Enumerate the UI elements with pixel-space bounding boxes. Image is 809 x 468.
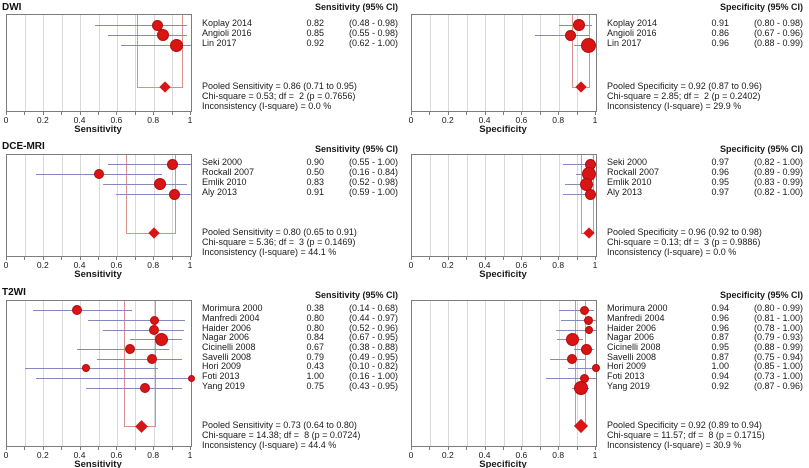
study-marker <box>155 333 168 346</box>
x-axis-label: Sensitivity <box>74 124 122 135</box>
study-label: Savelli 2008 <box>202 352 252 362</box>
study-marker <box>82 364 90 372</box>
study-value: 0.80 <box>306 323 324 333</box>
study-marker <box>147 354 157 364</box>
study-ci-text: (0.43 - 0.95) <box>348 381 398 391</box>
study-ci-text: (0.55 - 0.98) <box>348 28 398 38</box>
gridline <box>522 301 523 446</box>
study-label: Emlik 2010 <box>607 177 652 187</box>
study-label: Koplay 2014 <box>202 18 253 28</box>
study-ci-text: (0.75 - 0.94) <box>753 352 803 362</box>
study-value: 0.86 <box>711 28 729 38</box>
x-axis-tick <box>577 447 578 450</box>
x-tick-label: 0.6 <box>110 450 123 460</box>
study-value-row <box>276 313 398 323</box>
study-ci-text: (0.73 - 1.00) <box>753 371 803 381</box>
study-value: 0.67 <box>306 342 324 352</box>
study-value-row <box>276 361 398 371</box>
study-value: 0.94 <box>711 303 729 313</box>
study-label: Lin 2017 <box>607 38 642 48</box>
x-tick-label: 0.4 <box>73 450 86 460</box>
study-ci-text: (0.14 - 0.68) <box>348 303 398 313</box>
study-ci-line <box>36 378 191 379</box>
study-ci-text: (0.52 - 0.96) <box>348 323 398 333</box>
column-header: Specificity (95% CI) <box>719 144 803 154</box>
study-label: Yang 2019 <box>202 381 245 391</box>
study-marker <box>150 316 159 325</box>
forest-panel-t2wi-sensitivity <box>0 0 404 468</box>
x-tick-label: 1 <box>187 450 193 460</box>
x-tick-label: 0.8 <box>147 260 160 270</box>
forest-panel-t2wi-specificity <box>405 0 809 468</box>
study-marker <box>566 333 579 346</box>
study-ci-text: (0.80 - 0.98) <box>753 18 803 28</box>
group-title-dce-mri: DCE-MRI <box>2 141 45 152</box>
x-tick-label: 0.2 <box>441 115 454 125</box>
x-tick-label: 1 <box>592 115 598 125</box>
study-label: Koplay 2014 <box>607 18 658 28</box>
study-ci-text: (0.49 - 0.95) <box>348 352 398 362</box>
group-title-dwi: DWI <box>2 2 22 13</box>
stats-line-pooled: Pooled Sensitivity = 0.86 (0.71 to 0.95) <box>202 81 357 91</box>
study-label: Aly 2013 <box>607 187 643 197</box>
x-tick-label: 1 <box>592 450 598 460</box>
study-value: 0.83 <box>306 177 324 187</box>
column-header: Sensitivity (95% CI) <box>314 2 398 12</box>
x-tick-label: 0 <box>408 115 414 125</box>
study-ci-text: (0.81 - 1.00) <box>753 313 803 323</box>
study-label: Manfredi 2004 <box>202 313 260 323</box>
study-value: 0.91 <box>711 18 729 28</box>
study-marker <box>592 364 600 372</box>
study-marker <box>581 344 592 355</box>
gridline <box>485 301 486 446</box>
study-value: 0.96 <box>711 313 729 323</box>
study-ci-text: (0.88 - 0.99) <box>753 38 803 48</box>
study-value: 0.96 <box>711 167 729 177</box>
x-tick-label: 0.6 <box>515 115 528 125</box>
x-tick-label: 1 <box>187 260 193 270</box>
study-value-row <box>276 332 398 342</box>
stats-line-pooled: Pooled Sensitivity = 0.80 (0.65 to 0.91) <box>202 227 357 237</box>
x-tick-label: 0.6 <box>515 260 528 270</box>
study-marker <box>72 305 82 315</box>
study-label: Angioli 2016 <box>202 28 252 38</box>
study-ci-text: (0.62 - 1.00) <box>348 38 398 48</box>
study-value-row <box>276 371 398 381</box>
x-tick-label: 0.6 <box>515 450 528 460</box>
stats-line-chi-square: Chi-square = 0.13; df = 3 (p = 0.9886) <box>607 237 761 247</box>
study-ci-line <box>33 310 132 311</box>
x-tick-label: 0 <box>408 450 414 460</box>
study-value-row <box>681 371 803 381</box>
study-label: Aly 2013 <box>202 187 238 197</box>
plot-box <box>411 300 597 447</box>
study-value-row <box>681 361 803 371</box>
study-label: Foti 2013 <box>607 371 645 381</box>
x-axis-label: Specificity <box>479 124 527 135</box>
stats-line-chi-square: Chi-square = 0.53; df = 2 (p = 0.7656) <box>202 91 356 101</box>
stats-line-pooled: Pooled Specificity = 0.92 (0.89 to 0.94) <box>607 420 762 430</box>
study-value: 0.87 <box>711 332 729 342</box>
gridline <box>25 301 26 446</box>
x-tick-label: 0.6 <box>110 260 123 270</box>
x-tick-label: 0 <box>3 450 9 460</box>
study-label: Rockall 2007 <box>202 167 255 177</box>
study-ci-text: (0.10 - 0.82) <box>348 361 398 371</box>
gridline <box>99 301 100 446</box>
x-tick-label: 0.8 <box>552 450 565 460</box>
study-value: 0.43 <box>306 361 324 371</box>
study-ci-text: (0.67 - 0.96) <box>753 28 803 38</box>
study-value: 1.00 <box>306 371 324 381</box>
study-ci-text: (0.83 - 0.99) <box>753 177 803 187</box>
study-ci-text: (0.67 - 0.95) <box>348 332 398 342</box>
x-tick-label: 0 <box>3 260 9 270</box>
study-value-row <box>681 303 803 313</box>
study-label: Morimura 2000 <box>202 303 263 313</box>
study-ci-text: (0.44 - 0.97) <box>348 313 398 323</box>
study-marker <box>584 316 593 325</box>
study-value: 0.96 <box>711 323 729 333</box>
x-tick-label: 0.6 <box>110 115 123 125</box>
x-tick-label: 0 <box>408 260 414 270</box>
gridline <box>504 301 505 446</box>
study-label: Emlik 2010 <box>202 177 247 187</box>
x-tick-label: 0.4 <box>478 260 491 270</box>
x-axis-tick <box>135 447 136 450</box>
study-value: 0.38 <box>306 303 324 313</box>
study-ci-line <box>97 359 182 360</box>
gridline <box>117 301 118 446</box>
study-ci-text: (0.48 - 0.98) <box>348 18 398 28</box>
study-ci-line <box>77 349 169 350</box>
study-value: 0.87 <box>711 352 729 362</box>
study-value: 0.91 <box>306 187 324 197</box>
study-value-row <box>681 381 803 391</box>
study-ci-text: (0.80 - 0.99) <box>753 303 803 313</box>
x-axis-tick <box>466 447 467 450</box>
study-ci-line <box>86 388 182 389</box>
gridline <box>467 301 468 446</box>
study-ci-text: (0.78 - 1.00) <box>753 323 803 333</box>
x-axis-tick <box>429 447 430 450</box>
column-header: Specificity (95% CI) <box>719 2 803 12</box>
x-tick-label: 0.8 <box>552 260 565 270</box>
stats-line-pooled: Pooled Sensitivity = 0.73 (0.64 to 0.80) <box>202 420 357 430</box>
study-ci-text: (0.55 - 1.00) <box>348 157 398 167</box>
study-label: Nagar 2006 <box>607 332 655 342</box>
study-ci-text: (0.16 - 0.84) <box>348 167 398 177</box>
study-value: 0.84 <box>306 332 324 342</box>
study-label: Haider 2006 <box>202 323 252 333</box>
study-label: Foti 2013 <box>202 371 240 381</box>
x-tick-label: 0.2 <box>36 260 49 270</box>
x-tick-label: 0 <box>3 115 9 125</box>
study-value: 0.92 <box>306 38 324 48</box>
x-tick-label: 0.8 <box>147 115 160 125</box>
study-ci-text: (0.16 - 1.00) <box>348 371 398 381</box>
x-axis-label: Specificity <box>479 269 527 280</box>
stats-line-chi-square: Chi-square = 14.38; df = 8 (p = 0.0724) <box>202 430 361 440</box>
stats-line-pooled: Pooled Specificity = 0.92 (0.87 to 0.96) <box>607 81 762 91</box>
study-value-row <box>681 342 803 352</box>
study-label: Cicinelli 2008 <box>202 342 256 352</box>
study-marker <box>585 326 593 334</box>
study-label: Yang 2019 <box>607 381 650 391</box>
study-value-row <box>276 303 398 313</box>
study-marker <box>140 383 150 393</box>
x-tick-label: 0.8 <box>147 450 160 460</box>
study-marker <box>580 306 589 315</box>
study-value: 0.94 <box>711 371 729 381</box>
x-tick-label: 1 <box>187 115 193 125</box>
x-tick-label: 0.4 <box>73 115 86 125</box>
stats-line-inconsistency: Inconsistency (I-square) = 0.0 % <box>607 247 737 257</box>
x-axis-label: Sensitivity <box>74 459 122 468</box>
x-axis-tick <box>24 447 25 450</box>
stats-line-inconsistency: Inconsistency (I-square) = 44.4 % <box>202 440 337 450</box>
gridline <box>80 301 81 446</box>
x-tick-label: 0.4 <box>478 115 491 125</box>
stats-line-pooled: Pooled Specificity = 0.96 (0.92 to 0.98) <box>607 227 762 237</box>
stats-line-chi-square: Chi-square = 11.57; df = 8 (p = 0.1715) <box>607 430 765 440</box>
gridline <box>559 301 560 446</box>
gridline <box>430 301 431 446</box>
study-ci-text: (0.88 - 0.99) <box>753 342 803 352</box>
study-value-row <box>681 313 803 323</box>
study-value: 0.92 <box>711 381 729 391</box>
study-value-row <box>681 332 803 342</box>
study-value: 0.97 <box>711 187 729 197</box>
x-tick-label: 0.2 <box>36 115 49 125</box>
study-ci-text: (0.85 - 1.00) <box>753 361 803 371</box>
x-axis-tick <box>61 447 62 450</box>
stats-line-inconsistency: Inconsistency (I-square) = 30.9 % <box>607 440 742 450</box>
study-label: Angioli 2016 <box>607 28 657 38</box>
study-label: Savelli 2008 <box>607 352 657 362</box>
study-value: 0.80 <box>306 313 324 323</box>
study-ci-text: (0.52 - 0.98) <box>348 177 398 187</box>
study-ci-text: (0.87 - 0.96) <box>753 381 803 391</box>
stats-line-inconsistency: Inconsistency (I-square) = 0.0 % <box>202 101 332 111</box>
study-label: Seki 2000 <box>202 157 243 167</box>
x-axis-tick <box>503 447 504 450</box>
study-label: Morimura 2000 <box>607 303 668 313</box>
study-ci-line <box>103 330 184 331</box>
x-tick-label: 0.4 <box>73 260 86 270</box>
study-label: Haider 2006 <box>607 323 657 333</box>
x-tick-label: 0.2 <box>36 450 49 460</box>
study-value: 0.85 <box>306 28 324 38</box>
study-label: Cicinelli 2008 <box>607 342 661 352</box>
gridline <box>43 301 44 446</box>
gridline <box>540 301 541 446</box>
x-axis-tick <box>540 447 541 450</box>
x-tick-label: 0.2 <box>441 260 454 270</box>
study-label: Seki 2000 <box>607 157 648 167</box>
study-value: 0.90 <box>306 157 324 167</box>
stats-line-inconsistency: Inconsistency (I-square) = 29.9 % <box>607 101 742 111</box>
study-ci-text: (0.79 - 0.93) <box>753 332 803 342</box>
x-tick-label: 0.2 <box>441 450 454 460</box>
study-ci-text: (0.38 - 0.88) <box>348 342 398 352</box>
x-tick-label: 0.4 <box>478 450 491 460</box>
x-axis-label: Specificity <box>479 459 527 468</box>
stats-line-inconsistency: Inconsistency (I-square) = 44.1 % <box>202 247 337 257</box>
study-ci-text: (0.82 - 1.00) <box>753 157 803 167</box>
study-value: 1.00 <box>711 361 729 371</box>
x-axis-label: Sensitivity <box>74 269 122 280</box>
study-value: 0.75 <box>306 381 324 391</box>
study-label: Hori 2009 <box>607 361 647 371</box>
gridline <box>448 301 449 446</box>
column-header: Sensitivity (95% CI) <box>314 290 398 300</box>
study-value: 0.95 <box>711 342 729 352</box>
study-label: Hori 2009 <box>202 361 242 371</box>
study-value: 0.50 <box>306 167 324 177</box>
study-value-row <box>276 381 398 391</box>
study-label: Manfredi 2004 <box>607 313 665 323</box>
study-ci-text: (0.89 - 0.99) <box>753 167 803 177</box>
study-ci-line <box>25 368 157 369</box>
gridline <box>62 301 63 446</box>
study-value-row <box>276 342 398 352</box>
study-marker <box>188 375 195 382</box>
stats-line-chi-square: Chi-square = 5.36; df = 3 (p = 0.1469) <box>202 237 356 247</box>
study-label: Lin 2017 <box>202 38 237 48</box>
x-tick-label: 0.8 <box>552 115 565 125</box>
study-ci-text: (0.82 - 1.00) <box>753 187 803 197</box>
study-ci-text: (0.59 - 1.00) <box>348 187 398 197</box>
plot-box <box>6 300 192 447</box>
column-header: Specificity (95% CI) <box>719 290 803 300</box>
x-tick-label: 1 <box>592 260 598 270</box>
x-axis-tick <box>172 447 173 450</box>
study-ci-line <box>88 320 186 321</box>
study-label: Rockall 2007 <box>607 167 660 177</box>
study-value: 0.96 <box>711 38 729 48</box>
gridline <box>172 301 173 446</box>
study-label: Nagar 2006 <box>202 332 250 342</box>
study-value: 0.95 <box>711 177 729 187</box>
stats-line-chi-square: Chi-square = 2.85; df = 2 (p = 0.2402) <box>607 91 761 101</box>
x-axis-tick <box>98 447 99 450</box>
study-value: 0.82 <box>306 18 324 28</box>
study-value: 0.79 <box>306 352 324 362</box>
column-header: Sensitivity (95% CI) <box>314 144 398 154</box>
study-value: 0.97 <box>711 157 729 167</box>
group-title-t2wi: T2WI <box>2 287 26 298</box>
